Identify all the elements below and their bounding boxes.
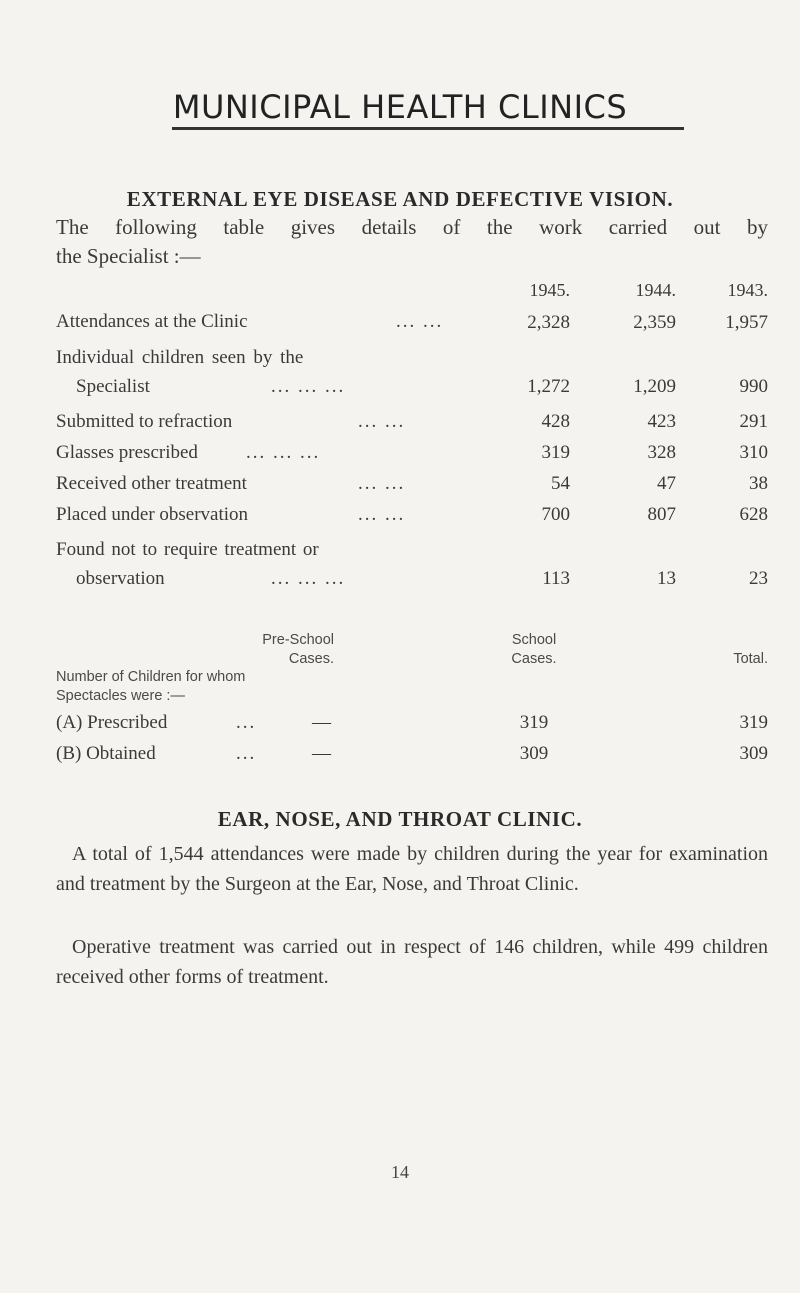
table-row-label (56, 708, 476, 737)
leader-dots: ... ... (396, 311, 444, 332)
table-cell: 291 (739, 411, 768, 432)
ent-section-heading: EAR, NOSE, AND THROAT CLINIC. (217, 807, 583, 831)
page-title: MUNICIPAL HEALTH CLINICS (172, 88, 628, 126)
table-cell: 328 (647, 442, 676, 463)
table-cell: 628 (739, 504, 768, 525)
leader-dots: ... (236, 743, 257, 764)
school-column-header: School Cases. (511, 632, 557, 667)
table-cell: 700 (541, 504, 570, 525)
ent-paragraph-2: Operative treatment was carried out in respect of 146 children, while 499 children received other forms of treatment. (56, 936, 768, 988)
row-label-continuation: Specialist (76, 376, 150, 397)
table-cell: 23 (749, 568, 768, 589)
table-cell: 423 (647, 411, 676, 432)
row-label-text: Attendances at the Clinic (56, 311, 248, 332)
table-cell: 319 (541, 442, 570, 463)
eye-intro (56, 213, 768, 271)
table-cell: 309 (739, 743, 768, 764)
row-label-text: Found not to require treatment or (56, 539, 319, 560)
table-row-label (56, 438, 476, 467)
total-column-header: Total. (733, 651, 768, 667)
table-row-label (56, 500, 476, 529)
row-label-continuation: observation (76, 568, 165, 589)
table-cell: 1,957 (725, 312, 768, 333)
year-header-1943: 1943. (727, 280, 768, 300)
table-row-label (56, 343, 476, 401)
row-label-text: Glasses prescribed (56, 442, 198, 463)
leader-dots: ... ... (358, 504, 406, 525)
spectacles-row-heading: Number of Children for whom Spectacles were :— (56, 669, 246, 704)
year-header-1944: 1944. (635, 280, 676, 300)
row-label-text: Individual children seen by the (56, 347, 304, 368)
eye-intro-line-1: The following table gives details of the work carried out by (56, 215, 768, 239)
row-label-text: Placed under observation (56, 504, 249, 525)
page-number: 14 (391, 1162, 409, 1182)
leader-dots: ... (236, 712, 257, 733)
table-cell: 990 (739, 376, 768, 397)
leader-dots: ... ... (358, 473, 406, 494)
leader-dots: ... ... (358, 411, 406, 432)
row-label-text: (B) Obtained (56, 743, 156, 764)
table-cell: 47 (657, 473, 676, 494)
eye-section-heading: EXTERNAL EYE DISEASE AND DEFECTIVE VISION. (126, 187, 674, 211)
table-cell: 13 (657, 568, 676, 589)
table-cell: 319 (519, 712, 549, 733)
leader-dots: ... ... ... (246, 442, 321, 463)
table-cell: — (312, 743, 331, 764)
row-label-text: (A) Prescribed (56, 712, 168, 733)
table-cell: 319 (739, 712, 768, 733)
table-cell: 113 (542, 568, 570, 589)
table-row-label (56, 307, 476, 336)
table-cell: 309 (519, 743, 549, 764)
ent-paragraph-1: A total of 1,544 attendances were made by children during the year for examination and treatment by the Surgeon at the Ear, Nose, and Throat Clinic. (56, 843, 768, 895)
table-row-label (56, 739, 476, 768)
table-cell: 2,328 (527, 312, 570, 333)
table-cell: 2,359 (633, 312, 676, 333)
table-cell: 1,272 (527, 376, 570, 397)
table-row-label (56, 469, 476, 498)
leader-dots: ... ... ... (271, 568, 346, 589)
table-cell: 807 (647, 504, 676, 525)
table-cell: 428 (541, 411, 570, 432)
table-cell: — (312, 712, 331, 733)
table-cell: 1,209 (633, 376, 676, 397)
table-row-label (56, 535, 476, 593)
table-cell: 310 (739, 442, 768, 463)
year-header-1945: 1945. (529, 280, 570, 300)
table-cell: 38 (749, 473, 768, 494)
leader-dots: ... ... ... (271, 376, 346, 397)
row-label-text: Received other treatment (56, 473, 247, 494)
table-row-label (56, 407, 476, 436)
preschool-column-header: Pre-School Cases. (262, 632, 334, 667)
row-label-text: Submitted to refraction (56, 411, 233, 432)
title-underline (172, 127, 684, 130)
eye-intro-line-2: the Specialist :— (56, 244, 201, 268)
table-cell: 54 (551, 473, 570, 494)
